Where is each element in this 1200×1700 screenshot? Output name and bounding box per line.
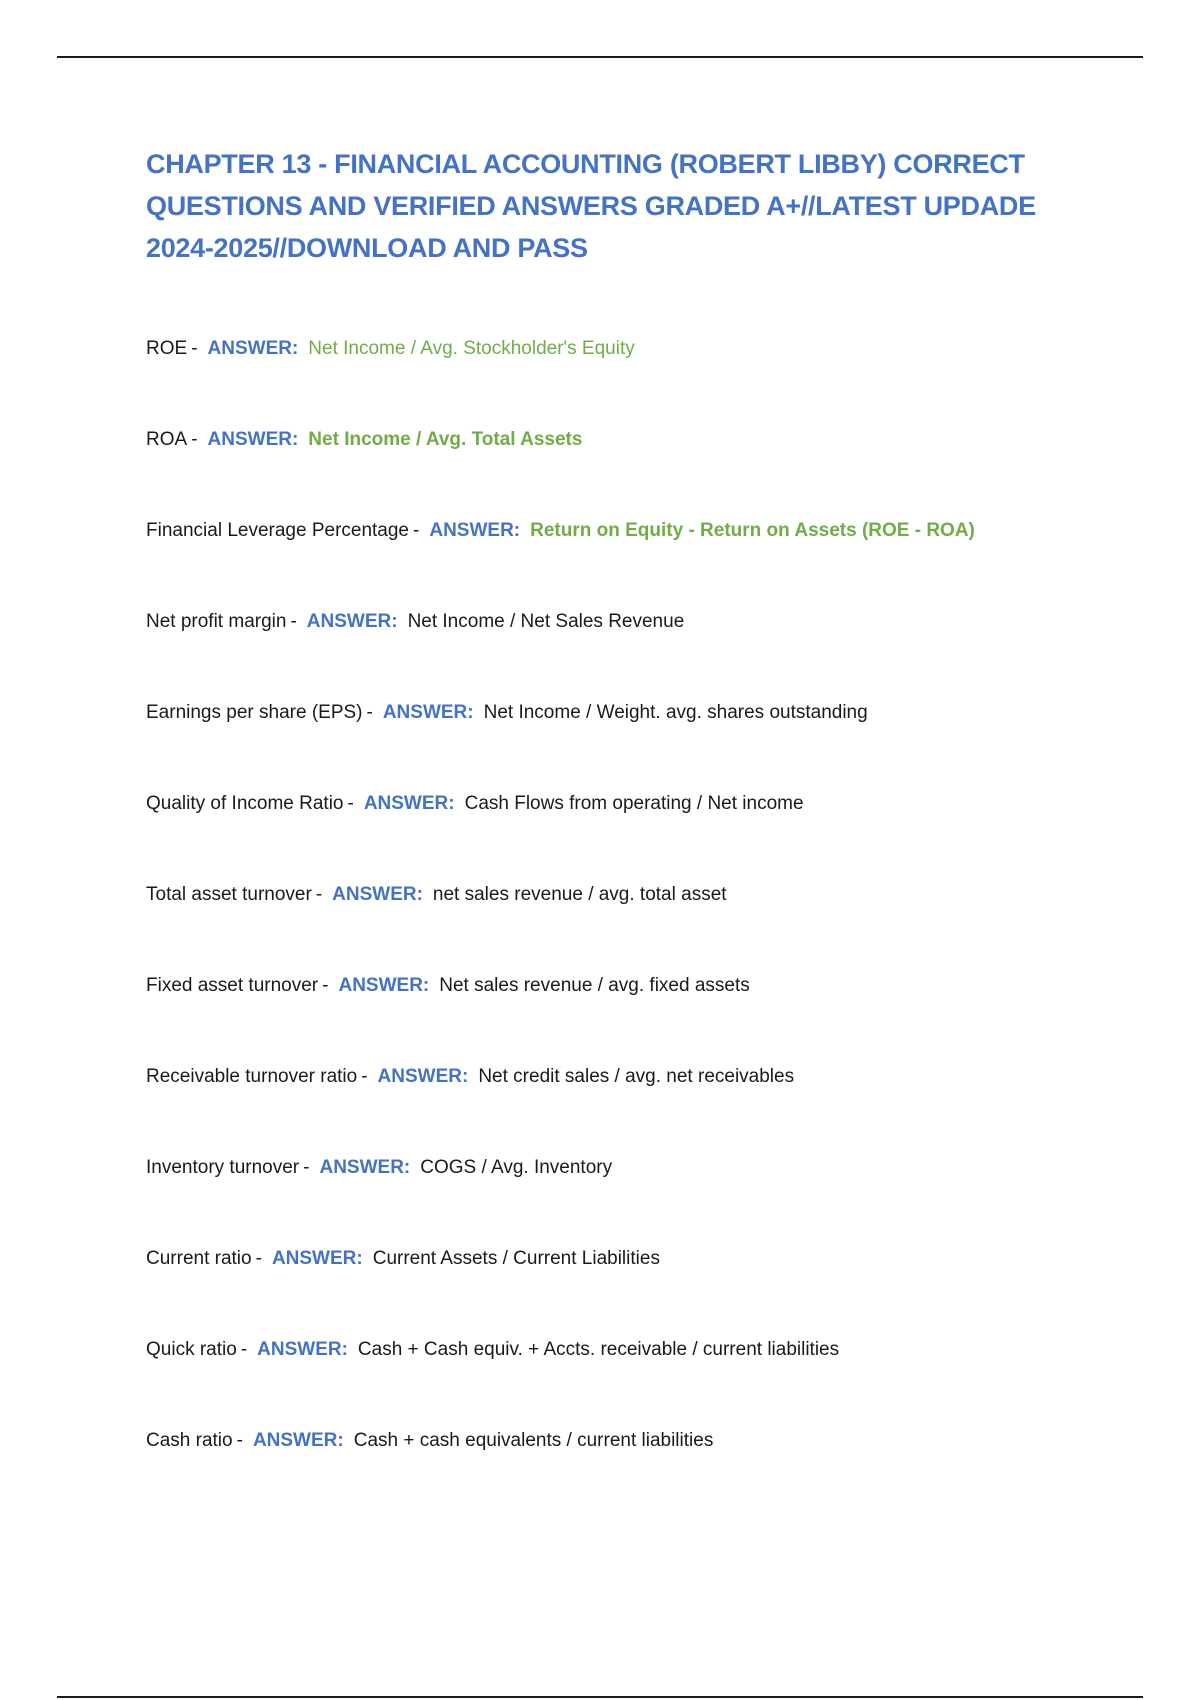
answer-text: Net Income / Avg. Total Assets — [308, 429, 583, 450]
answer-text: net sales revenue / avg. total asset — [432, 884, 727, 905]
answer-text: Cash Flows from operating / Net income — [464, 793, 804, 814]
top-rule — [57, 56, 1143, 58]
qa-item-quality-of-income — [146, 791, 804, 817]
answer-label: ANSWER: — [257, 1339, 348, 1360]
answer-label: ANSWER: — [429, 520, 521, 541]
separator: - — [236, 1430, 243, 1451]
separator: - — [303, 1157, 310, 1178]
answer-label: ANSWER: — [271, 1248, 363, 1269]
term: Inventory turnover — [146, 1157, 300, 1178]
answer-label: ANSWER: — [319, 1157, 411, 1178]
term: Earnings per share (EPS) — [146, 702, 363, 723]
answer-label: ANSWER: — [363, 793, 455, 814]
term: Fixed asset turnover — [146, 975, 319, 996]
answer-text: Net Income / Avg. Stockholder's Equity — [308, 338, 635, 359]
answer-text: Net credit sales / avg. net receivables — [478, 1066, 795, 1087]
separator: - — [366, 702, 373, 723]
separator: - — [322, 975, 329, 996]
qa-item-net-profit-margin — [146, 609, 684, 635]
separator: - — [315, 884, 323, 905]
term: Receivable turnover ratio — [146, 1066, 358, 1087]
answer-label: ANSWER: — [382, 702, 474, 723]
qa-item-current-ratio — [146, 1246, 660, 1272]
separator: - — [191, 429, 198, 450]
answer-text: Current Assets / Current Liabilities — [372, 1248, 660, 1269]
answer-text: Net sales revenue / avg. fixed assets — [439, 975, 750, 996]
qa-item-cash-ratio — [146, 1428, 713, 1454]
term: Cash ratio — [146, 1430, 233, 1451]
document-title: CHAPTER 13 - FINANCIAL ACCOUNTING (ROBERT LIBBY) CORRECT QUESTIONS AND VERIFIED ANSWERS GRADED A+//LATEST UPDADE 2024-2025//DOWNLOAD AND PASS — [146, 149, 1036, 263]
qa-item-receivable-turnover — [146, 1064, 794, 1090]
term: Total asset turnover — [146, 884, 312, 905]
qa-item-financial-leverage — [146, 518, 975, 544]
separator: - — [347, 793, 354, 814]
answer-label: ANSWER: — [207, 429, 299, 450]
separator: - — [290, 611, 297, 632]
separator: - — [255, 1248, 262, 1269]
answer-text: Net Income / Weight. avg. shares outstanding — [483, 702, 868, 723]
separator: - — [191, 338, 198, 359]
qa-item-eps — [146, 700, 868, 726]
answer-text: Cash + cash equivalents / current liabilities — [353, 1430, 714, 1451]
answer-label: ANSWER: — [207, 338, 299, 359]
separator: - — [413, 520, 420, 541]
term: ROE — [146, 338, 188, 359]
term: Quick ratio — [146, 1339, 237, 1360]
answer-label: ANSWER: — [306, 611, 398, 632]
qa-item-quick-ratio — [146, 1337, 839, 1363]
qa-item-inventory-turnover — [146, 1155, 612, 1181]
qa-item-total-asset-turnover — [146, 882, 727, 908]
qa-item-roe — [146, 336, 635, 362]
answer-label: ANSWER: — [252, 1430, 344, 1451]
term: Current ratio — [146, 1248, 252, 1269]
answer-text: COGS / Avg. Inventory — [420, 1157, 613, 1178]
answer-label: ANSWER: — [377, 1066, 469, 1087]
answer-label: ANSWER: — [332, 884, 423, 905]
term: ROA — [146, 429, 188, 450]
answer-text: Net Income / Net Sales Revenue — [407, 611, 685, 632]
term: Quality of Income Ratio — [146, 793, 344, 814]
answer-text: Cash + Cash equiv. + Accts. receivable / current liabilities — [357, 1339, 840, 1360]
qa-item-fixed-asset-turnover — [146, 973, 750, 999]
qa-item-roa — [146, 427, 582, 453]
term: Financial Leverage Percentage — [146, 520, 410, 541]
separator: - — [240, 1339, 248, 1360]
answer-label: ANSWER: — [338, 975, 430, 996]
answer-text: Return on Equity - Return on Assets (ROE - ROA) — [530, 520, 975, 541]
bottom-rule — [57, 1696, 1143, 1698]
term: Net profit margin — [146, 611, 287, 632]
separator: - — [361, 1066, 368, 1087]
